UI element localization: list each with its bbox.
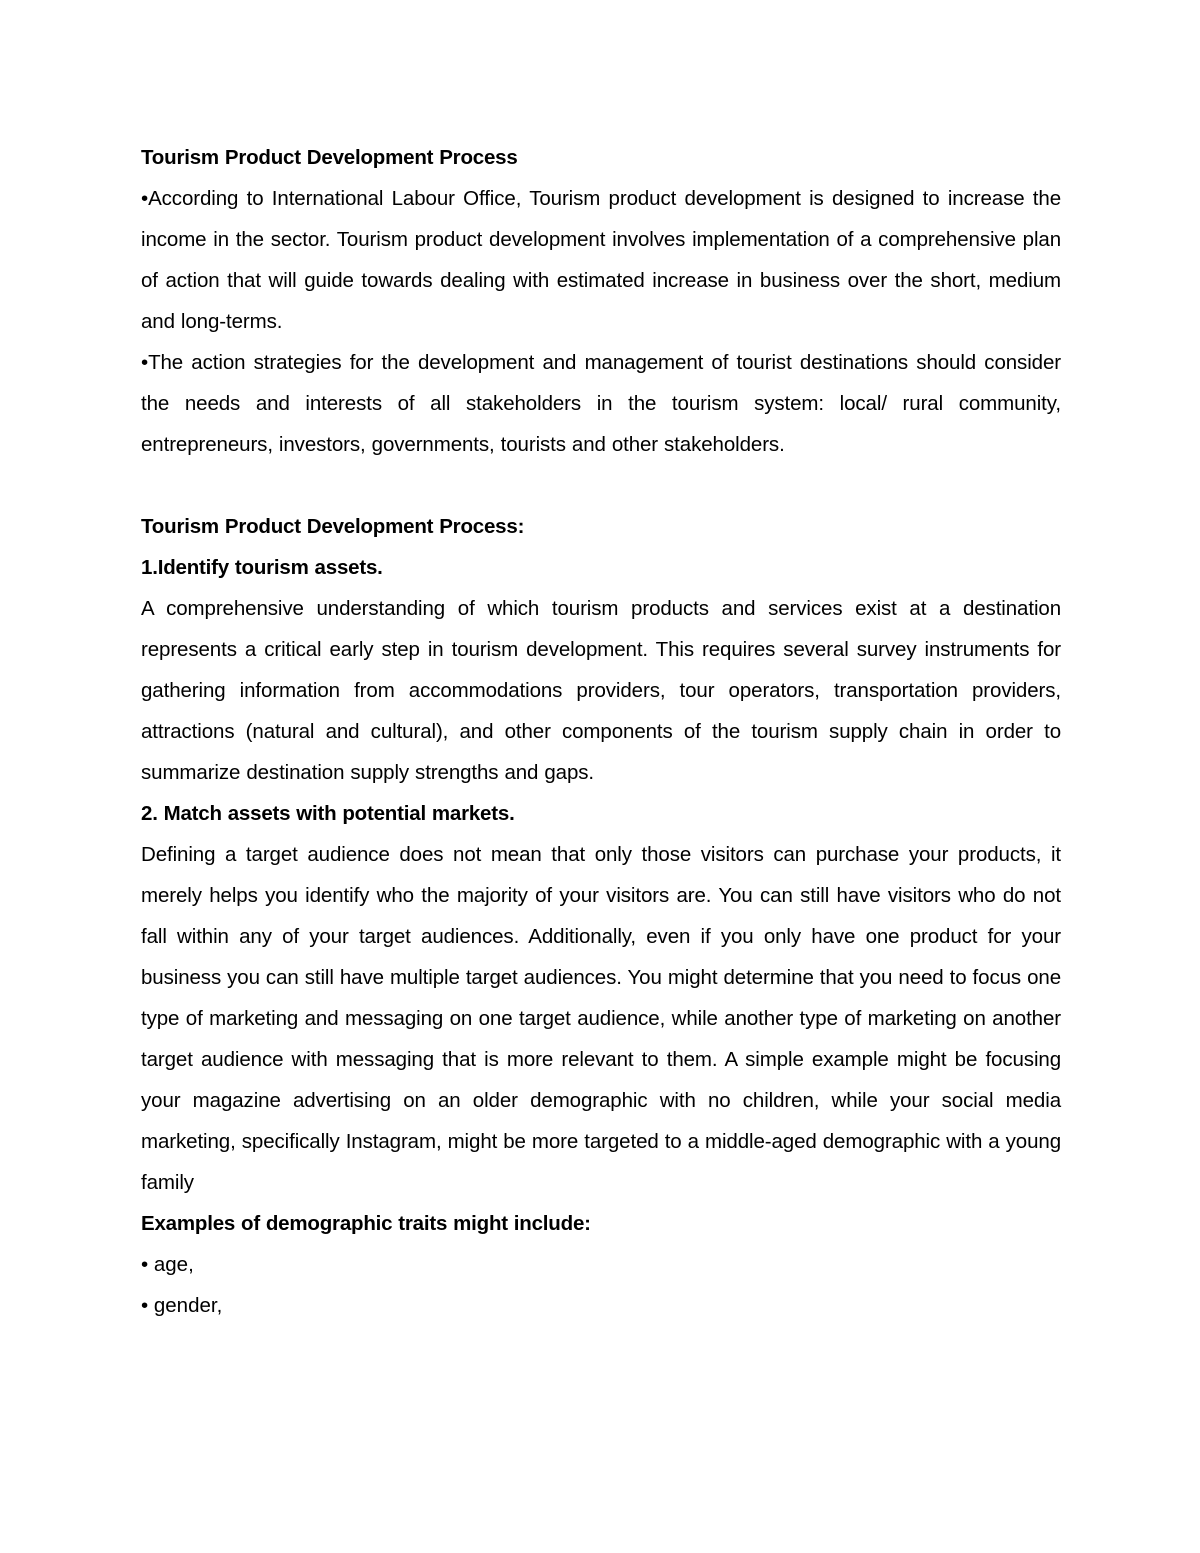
document-body: [141, 137, 1061, 1326]
section-heading-process: Tourism Product Development Process:: [141, 515, 525, 538]
list-item: • age,: [141, 1253, 194, 1276]
paragraph-match-assets-body: Defining a target audience does not mean that only those visitors can purchase your products, it merely helps you identify who the majority of your visitors are. You can still have visitors who do not fall within any of your target audiences. Additionally, even if you only have one product for your business you can still have multiple target audiences. You might determine that you need to focus one type of marketing and messaging on one target audience, while another type of marketing on another target audience with messaging that is more relevant to them. A simple example might be focusing your magazine advertising on an older demographic with no children, while your social media marketing, specifically Instagram, might be more targeted to a middle-aged demographic with a young family: [141, 843, 1061, 1194]
list-item: • gender,: [141, 1294, 223, 1317]
paragraph-identify-assets-body: A comprehensive understanding of which tourism products and services exist at a destination represents a critical early step in tourism development. This requires several survey instruments for gathering information from accommodations providers, tour operators, transportation providers, attractions (natural and cultural), and other components of the tourism supply chain in order to summarize destination supply strengths and gaps.: [141, 597, 1061, 784]
step-heading-match-assets: 2. Match assets with potential markets.: [141, 802, 515, 825]
paragraph-action-strategies: •The action strategies for the development and management of tourist destinations should consider the needs and interests of all stakeholders in the tourism system: local/ rural community, entrepreneurs, investors, governments, tourists and other stakeholders.: [141, 351, 1061, 456]
step-heading-identify-assets: 1.Identify tourism assets.: [141, 556, 383, 579]
subheading-demographic-traits: Examples of demographic traits might include:: [141, 1212, 591, 1235]
paragraph-ilo-definition: •According to International Labour Office, Tourism product development is designed to increase the income in the sector. Tourism product development involves implementation of a comprehensive plan of action that will guide towards dealing with estimated increase in business over the short, medium and long-terms.: [141, 187, 1061, 333]
page-title: Tourism Product Development Process: [141, 146, 518, 169]
paragraph-spacer: [141, 465, 1061, 506]
